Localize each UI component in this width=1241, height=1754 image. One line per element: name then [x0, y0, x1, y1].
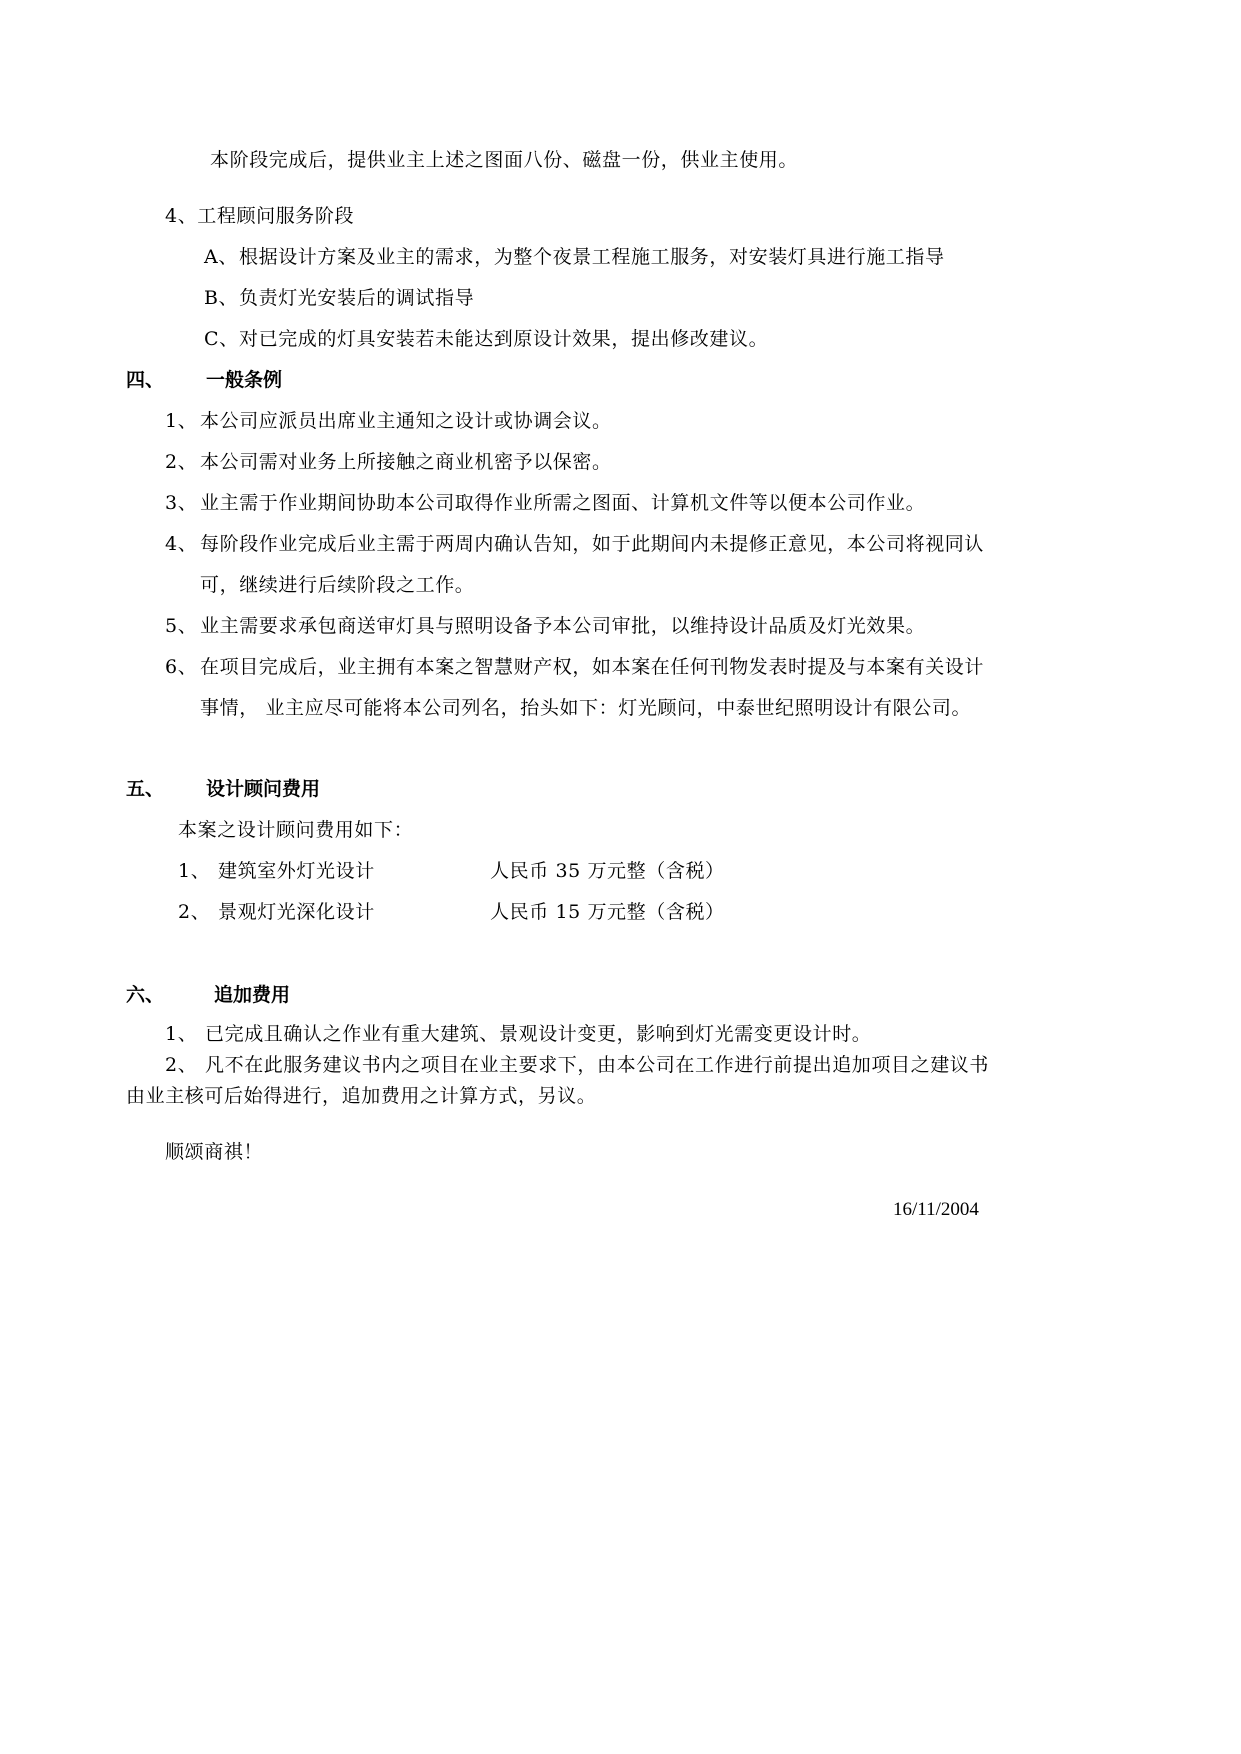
stage4-item-c [204, 327, 769, 351]
section4-item-5-text: 业主需要求承包商送审灯具与照明设备予本公司审批，以维持设计品质及灯光效果。 [200, 615, 926, 637]
section4-item-2 [165, 450, 612, 474]
closing-salutation: 顺颂商祺！ [165, 1141, 264, 1163]
section6-number: 六、 [126, 984, 165, 1006]
fee-row-2-amount: 人民币 15 万元整（含税） [490, 901, 725, 923]
section5-number: 五、 [126, 778, 165, 800]
section6-item-2-marker: 2、 [165, 1054, 198, 1076]
stage3-note: 本阶段完成后，提供业主上述之图面八份、磁盘一份，供业主使用。 [210, 149, 799, 171]
stage4-item-c-text: 对已完成的灯具安装若未能达到原设计效果，提出修改建议。 [239, 328, 769, 350]
section4-item-4-cont: 可，继续进行后续阶段之工作。 [200, 574, 475, 596]
section4-item-1 [165, 409, 612, 433]
fee-row-1-marker: 1、 [178, 860, 211, 882]
section6-item-1 [165, 1022, 872, 1046]
stage4-item-c-marker: C、 [204, 328, 239, 350]
stage4-item-b [204, 286, 475, 310]
section6-item-2 [165, 1053, 990, 1077]
stage4-item-b-text: 负责灯光安装后的调试指导 [239, 287, 475, 309]
section5-intro: 本案之设计顾问费用如下： [178, 819, 414, 841]
section4-item-6-marker: 6、 [165, 656, 198, 678]
section4-item-4 [165, 532, 985, 556]
section4-item-6-text: 在项目完成后，业主拥有本案之智慧财产权，如本案在任何刊物发表时提及与本案有关设计 [200, 656, 985, 678]
section5-title: 设计顾问费用 [206, 778, 321, 800]
section6-item-2-text: 凡不在此服务建议书内之项目在业主要求下，由本公司在工作进行前提出追加项目之建议书 [205, 1054, 990, 1076]
fee-row-1-item: 建筑室外灯光设计 [218, 860, 375, 882]
stage4-item-a-text: 根据设计方案及业主的需求，为整个夜景工程施工服务，对安装灯具进行施工指导 [239, 246, 945, 268]
section4-item-2-marker: 2、 [165, 451, 198, 473]
section6-item-1-marker: 1、 [165, 1023, 198, 1045]
stage4-item-b-marker: B、 [204, 287, 239, 309]
stage4-title: 4、工程顾问服务阶段 [165, 205, 355, 227]
section4-item-1-marker: 1、 [165, 410, 198, 432]
section4-item-6-cont: 事情， 业主应尽可能将本公司列名，抬头如下：灯光顾问，中泰世纪照明设计有限公司。 [200, 697, 972, 719]
section4-item-5 [165, 614, 926, 638]
document-date: 16/11/2004 [893, 1199, 979, 1220]
fee-row-1-amount: 人民币 35 万元整（含税） [490, 860, 725, 882]
section4-item-4-marker: 4、 [165, 533, 198, 555]
section4-item-3 [165, 491, 926, 515]
section4-item-5-marker: 5、 [165, 615, 198, 637]
section4-item-4-text: 每阶段作业完成后业主需于两周内确认告知，如于此期间内未提修正意见，本公司将视同认 [200, 533, 985, 555]
section6-item-1-text: 已完成且确认之作业有重大建筑、景观设计变更，影响到灯光需变更设计时。 [205, 1023, 872, 1045]
fee-row-2 [178, 900, 725, 924]
section4-number: 四、 [126, 369, 165, 391]
fee-row-1 [178, 859, 725, 883]
section4-title: 一般条例 [206, 369, 283, 391]
section6-item-2-cont: 由业主核可后始得进行，追加费用之计算方式，另议。 [126, 1085, 597, 1107]
section4-item-2-text: 本公司需对业务上所接触之商业机密予以保密。 [200, 451, 612, 473]
section4-item-3-text: 业主需于作业期间协助本公司取得作业所需之图面、计算机文件等以便本公司作业。 [200, 492, 926, 514]
section6-title: 追加费用 [214, 984, 291, 1006]
section4-item-1-text: 本公司应派员出席业主通知之设计或协调会议。 [200, 410, 612, 432]
stage4-item-a-marker: A、 [204, 246, 238, 268]
fee-row-2-marker: 2、 [178, 901, 211, 923]
section4-item-6 [165, 655, 985, 679]
stage4-item-a [204, 245, 945, 269]
section4-item-3-marker: 3、 [165, 492, 198, 514]
fee-row-2-item: 景观灯光深化设计 [218, 901, 375, 923]
